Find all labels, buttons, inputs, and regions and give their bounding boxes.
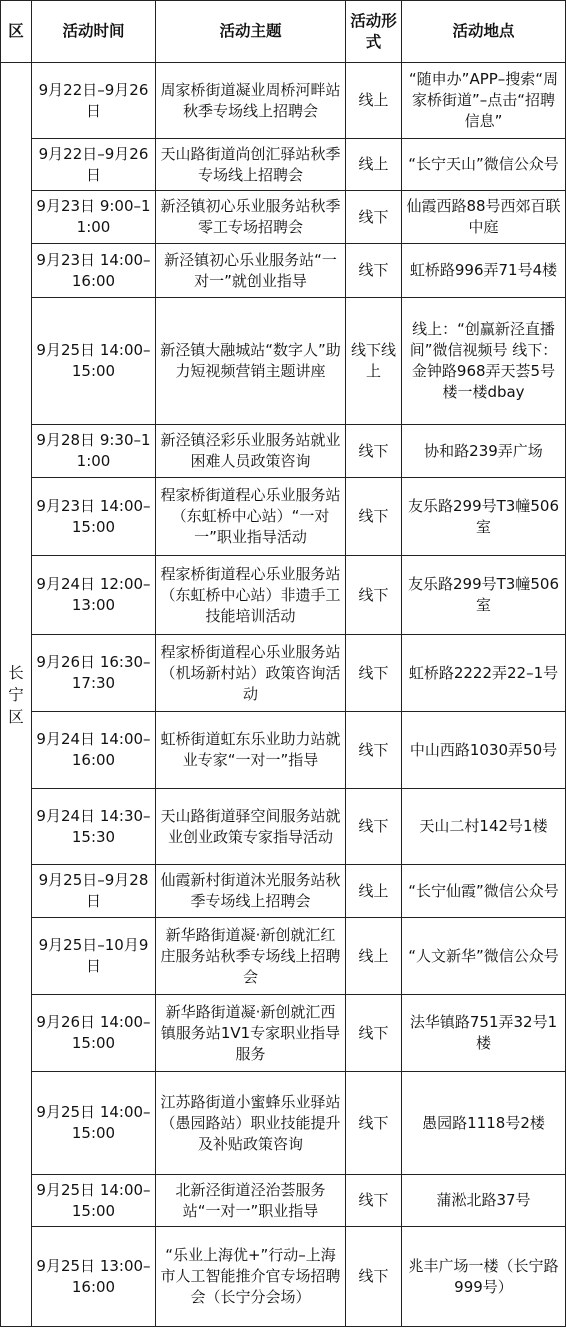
location-cell: “随申办”APP–搜索“周家桥街道”–点击“招聘信息” bbox=[402, 63, 566, 139]
topic-cell: 江苏路街道小蜜蜂乐业驿站（愚园路站）职业技能提升及补贴政策咨询 bbox=[156, 1072, 346, 1175]
table-row bbox=[1, 478, 566, 556]
location-cell: 协和路239弄广场 bbox=[402, 425, 566, 478]
format-cell: 线下 bbox=[346, 712, 402, 789]
table-body bbox=[1, 63, 566, 1327]
table-row bbox=[1, 995, 566, 1072]
location-cell: 中山西路1030弄50号 bbox=[402, 712, 566, 789]
time-cell: 9月25日 13:00–16:00 bbox=[32, 1227, 156, 1327]
table-row bbox=[1, 244, 566, 298]
topic-cell: 虹桥街道虹东乐业助力站就业专家“一对一”指导 bbox=[156, 712, 346, 789]
topic-cell: 仙霞新村街道沐光服务站秋季专场线上招聘会 bbox=[156, 865, 346, 918]
format-cell: 线下 bbox=[346, 789, 402, 865]
table-row bbox=[1, 1227, 566, 1327]
topic-cell: 新泾镇初心乐业服务站秋季零工专场招聘会 bbox=[156, 191, 346, 244]
format-cell: 线下 bbox=[346, 556, 402, 635]
topic-cell: 新泾镇大融城站“数字人”助力短视频营销主题讲座 bbox=[156, 298, 346, 425]
topic-cell: 新华路街道凝·新创就汇红庄服务站秋季专场线上招聘会 bbox=[156, 918, 346, 995]
location-cell: 蒲淞北路37号 bbox=[402, 1175, 566, 1227]
table-row bbox=[1, 1072, 566, 1175]
header-location: 活动地点 bbox=[402, 1, 566, 63]
time-cell: 9月25日 14:00–15:00 bbox=[32, 1072, 156, 1175]
format-cell: 线下 bbox=[346, 478, 402, 556]
time-cell: 9月24日 12:00–13:00 bbox=[32, 556, 156, 635]
format-cell: 线下 bbox=[346, 1227, 402, 1327]
table-row bbox=[1, 712, 566, 789]
location-cell: 兆丰广场一楼（长宁路999号） bbox=[402, 1227, 566, 1327]
location-cell: “人文新华”微信公众号 bbox=[402, 918, 566, 995]
format-cell: 线下 bbox=[346, 425, 402, 478]
topic-cell: “乐业上海优+”行动–上海市人工智能推介官专场招聘会（长宁分会场） bbox=[156, 1227, 346, 1327]
time-cell: 9月23日 9:00–11:00 bbox=[32, 191, 156, 244]
location-cell: 天山二村142号1楼 bbox=[402, 789, 566, 865]
time-cell: 9月26日 16:30–17:30 bbox=[32, 635, 156, 712]
time-cell: 9月25日–10月9日 bbox=[32, 918, 156, 995]
time-cell: 9月22日–9月26日 bbox=[32, 139, 156, 191]
header-district: 区 bbox=[1, 1, 32, 63]
table-row bbox=[1, 139, 566, 191]
district-cell: 长宁区 bbox=[1, 63, 32, 1327]
table-row bbox=[1, 865, 566, 918]
time-cell: 9月23日 14:00–16:00 bbox=[32, 244, 156, 298]
topic-cell: 天山路街道驿空间服务站就业创业政策专家指导活动 bbox=[156, 789, 346, 865]
location-cell: 仙霞西路88号西郊百联中庭 bbox=[402, 191, 566, 244]
table-row bbox=[1, 789, 566, 865]
time-cell: 9月28日 9:30–11:00 bbox=[32, 425, 156, 478]
format-cell: 线下 bbox=[346, 191, 402, 244]
format-cell: 线上 bbox=[346, 63, 402, 139]
table-row bbox=[1, 556, 566, 635]
location-cell: 友乐路299号T3幢506室 bbox=[402, 478, 566, 556]
header-format: 活动形式 bbox=[346, 1, 402, 63]
topic-cell: 新泾镇初心乐业服务站“一对一”就创业指导 bbox=[156, 244, 346, 298]
topic-cell: 新泾镇泾彩乐业服务站就业困难人员政策咨询 bbox=[156, 425, 346, 478]
time-cell: 9月23日 14:00–15:00 bbox=[32, 478, 156, 556]
table-row bbox=[1, 191, 566, 244]
topic-cell: 新华路街道凝·新创就汇西镇服务站1V1专家职业指导服务 bbox=[156, 995, 346, 1072]
header-topic: 活动主题 bbox=[156, 1, 346, 63]
location-cell: 虹桥路2222弄22–1号 bbox=[402, 635, 566, 712]
time-cell: 9月26日 14:00–15:00 bbox=[32, 995, 156, 1072]
location-cell: 愚园路1118号2楼 bbox=[402, 1072, 566, 1175]
time-cell: 9月25日–9月28日 bbox=[32, 865, 156, 918]
table-row bbox=[1, 918, 566, 995]
topic-cell: 北新泾街道泾治荟服务站“一对一”职业指导 bbox=[156, 1175, 346, 1227]
location-cell: “长宁仙霞”微信公众号 bbox=[402, 865, 566, 918]
location-cell: “长宁天山”微信公众号 bbox=[402, 139, 566, 191]
location-cell: 法华镇路751弄32号1楼 bbox=[402, 995, 566, 1072]
format-cell: 线下 bbox=[346, 995, 402, 1072]
format-cell: 线上 bbox=[346, 139, 402, 191]
table-row bbox=[1, 63, 566, 139]
format-cell: 线上 bbox=[346, 918, 402, 995]
topic-cell: 周家桥街道凝业周桥河畔站秋季专场线上招聘会 bbox=[156, 63, 346, 139]
time-cell: 9月25日 14:00–15:00 bbox=[32, 298, 156, 425]
format-cell: 线下 bbox=[346, 1175, 402, 1227]
time-cell: 9月22日–9月26日 bbox=[32, 63, 156, 139]
time-cell: 9月25日 14:00–15:00 bbox=[32, 1175, 156, 1227]
format-cell: 线下 bbox=[346, 635, 402, 712]
header-row bbox=[1, 1, 566, 63]
time-cell: 9月24日 14:00–16:00 bbox=[32, 712, 156, 789]
table-row bbox=[1, 635, 566, 712]
format-cell: 线下线上 bbox=[346, 298, 402, 425]
location-cell: 线上：“创赢新泾直播间”微信视频号 线下：金钟路968弄天荟5号楼一楼dbay bbox=[402, 298, 566, 425]
header-time: 活动时间 bbox=[32, 1, 156, 63]
table-row bbox=[1, 1175, 566, 1227]
time-cell: 9月24日 14:30–15:30 bbox=[32, 789, 156, 865]
location-cell: 友乐路299号T3幢506室 bbox=[402, 556, 566, 635]
topic-cell: 程家桥街道程心乐业服务站（机场新村站）政策咨询活动 bbox=[156, 635, 346, 712]
topic-cell: 天山路街道尚创汇驿站秋季专场线上招聘会 bbox=[156, 139, 346, 191]
format-cell: 线下 bbox=[346, 1072, 402, 1175]
format-cell: 线上 bbox=[346, 865, 402, 918]
format-cell: 线下 bbox=[346, 244, 402, 298]
location-cell: 虹桥路996弄71号4楼 bbox=[402, 244, 566, 298]
topic-cell: 程家桥街道程心乐业服务站（东虹桥中心站）“一对一”职业指导活动 bbox=[156, 478, 346, 556]
table-row bbox=[1, 425, 566, 478]
topic-cell: 程家桥街道程心乐业服务站（东虹桥中心站）非遗手工技能培训活动 bbox=[156, 556, 346, 635]
table-row bbox=[1, 298, 566, 425]
